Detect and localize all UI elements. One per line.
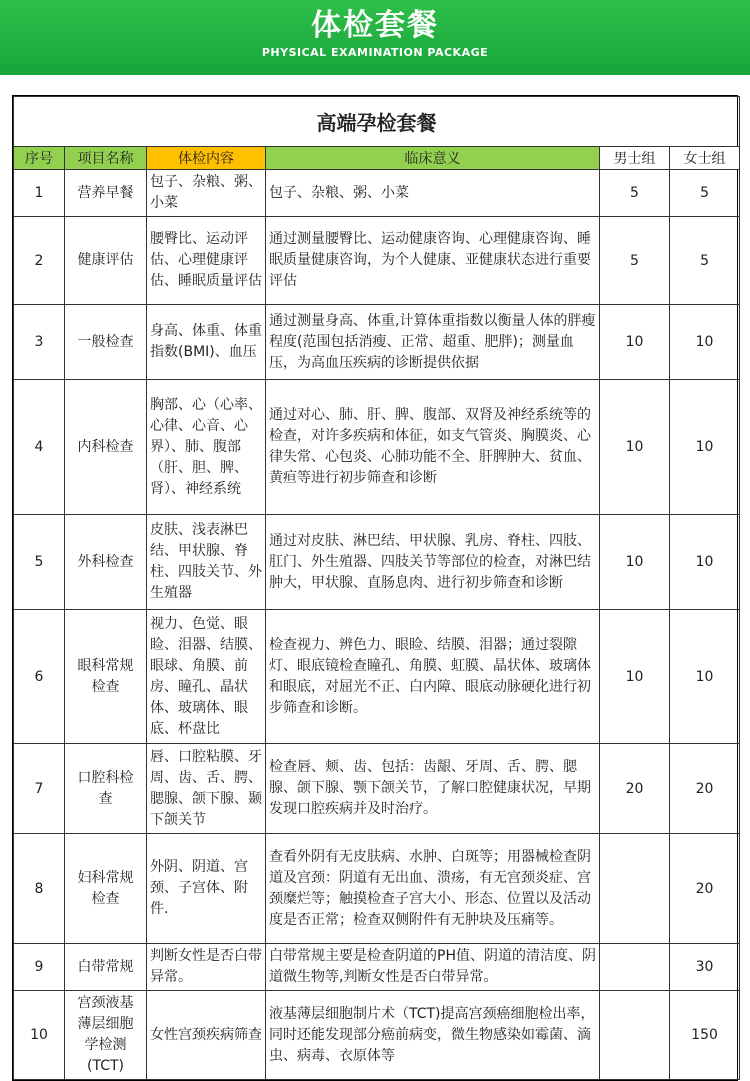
row-female: 150 [670, 991, 740, 1080]
row-item: 营养早餐 [65, 170, 147, 217]
row-content: 腰臀比、运动评估、心理健康评估、睡眠质量评估 [147, 217, 266, 305]
row-content: 判断女性是否白带异常。 [147, 944, 266, 991]
row-female: 10 [670, 515, 740, 610]
table-row [14, 744, 740, 834]
row-male: 10 [600, 305, 670, 380]
row-item: 外科检查 [65, 515, 147, 610]
row-no: 6 [14, 610, 65, 744]
row-female: 20 [670, 834, 740, 944]
table-row [14, 305, 740, 380]
table-header-row [14, 147, 740, 170]
row-no: 7 [14, 744, 65, 834]
row-item: 一般检查 [65, 305, 147, 380]
row-male: 5 [600, 170, 670, 217]
row-meaning: 通过对皮肤、淋巴结、甲状腺、乳房、脊柱、四肢、肛门、外生殖器、四肢关节等部位的检查，对淋巴结肿大，甲状腺、直肠息肉、进行初步筛查和诊断 [266, 515, 600, 610]
row-meaning: 通过对心、肺、肝、脾、腹部、双肾及神经系统等的检查，对许多疾病和体征，如支气管炎、胸膜炎、心律失常、心包炎、心肺功能不全、肝脾肿大、贫血、黄疸等进行初步筛查和诊断 [266, 380, 600, 515]
row-no: 4 [14, 380, 65, 515]
row-female: 20 [670, 744, 740, 834]
row-female: 10 [670, 305, 740, 380]
row-item: 内科检查 [65, 380, 147, 515]
header-male: 男士组 [600, 147, 670, 170]
row-meaning: 白带常规主要是检查阴道的PH值、阴道的清洁度、阴道微生物等,判断女性是否白带异常。 [266, 944, 600, 991]
table-row [14, 610, 740, 744]
row-item: 妇科常规检查 [65, 834, 147, 944]
row-meaning: 检查视力、辨色力、眼睑、结膜、泪器；通过裂隙灯、眼底镜检查瞳孔、角膜、虹膜、晶状体、玻璃体和眼底，对屈光不正、白内障、眼底动脉硬化进行初步筛查和诊断。 [266, 610, 600, 744]
row-content: 外阴、阴道、宫颈、子宫体、附件. [147, 834, 266, 944]
row-meaning: 查看外阴有无皮肤病、水肿、白斑等；用器械检查阴道及宫颈：阴道有无出血、溃疡，有无宫颈炎症、宫颈糜烂等；触摸检查子宫大小、形态、位置以及活动度是否正常；检查双侧附件有无肿块及压痛等。 [266, 834, 600, 944]
row-no: 2 [14, 217, 65, 305]
table-caption: 高端孕检套餐 [14, 97, 740, 147]
row-content: 身高、体重、体重指数(BMI)、血压 [147, 305, 266, 380]
row-item: 宫颈液基薄层细胞学检测(TCT) [65, 991, 147, 1080]
row-item: 健康评估 [65, 217, 147, 305]
row-content: 女性宫颈疾病筛查 [147, 991, 266, 1080]
row-meaning: 检查唇、颊、齿、包括：齿龈、牙周、舌、腭、腮腺、颌下腺、颚下颌关节，了解口腔健康状况，早期发现口腔疾病并及时治疗。 [266, 744, 600, 834]
row-content: 胸部、心（心率、心律、心音、心界）、肺、腹部（肝、胆、脾、肾）、神经系统 [147, 380, 266, 515]
row-female: 10 [670, 610, 740, 744]
table-row [14, 170, 740, 217]
row-no: 1 [14, 170, 65, 217]
row-female: 5 [670, 217, 740, 305]
row-content: 皮肤、浅表淋巴结、甲状腺、脊柱、四肢关节、外生殖器 [147, 515, 266, 610]
header-content: 体检内容 [147, 147, 266, 170]
table-row [14, 515, 740, 610]
row-female: 10 [670, 380, 740, 515]
row-meaning: 液基薄层细胞制片术（TCT)提高宫颈癌细胞检出率，同时还能发现部分癌前病变，微生物感染如霉菌、滴虫、病毒、衣原体等 [266, 991, 600, 1080]
table-row [14, 380, 740, 515]
row-male [600, 991, 670, 1080]
row-male [600, 834, 670, 944]
table-row [14, 944, 740, 991]
row-meaning: 包子、杂粮、粥、小菜 [266, 170, 600, 217]
row-item: 眼科常规检查 [65, 610, 147, 744]
header-banner [0, 0, 750, 75]
row-meaning: 通过测量身高、体重,计算体重指数以衡量人体的胖瘦程度(范围包括消瘦、正常、超重、肥胖)；测量血压，为高血压疾病的诊断提供依据 [266, 305, 600, 380]
row-content: 视力、色觉、眼睑、泪器、结膜、眼球、角膜、前房、瞳孔、晶状体、玻璃体、眼底、杯盘比 [147, 610, 266, 744]
header-no: 序号 [14, 147, 65, 170]
header-meaning: 临床意义 [266, 147, 600, 170]
package-table-container [12, 95, 738, 1081]
row-no: 9 [14, 944, 65, 991]
banner-subtitle: PHYSICAL EXAMINATION PACKAGE [261, 46, 489, 59]
table-row [14, 834, 740, 944]
header-female: 女士组 [670, 147, 740, 170]
row-male: 20 [600, 744, 670, 834]
table-row [14, 217, 740, 305]
row-female: 5 [670, 170, 740, 217]
row-content: 唇、口腔粘膜、牙周、齿、舌、腭、腮腺、颌下腺、颞下颌关节 [147, 744, 266, 834]
row-male: 10 [600, 380, 670, 515]
row-no: 5 [14, 515, 65, 610]
header-item: 项目名称 [65, 147, 147, 170]
row-content: 包子、杂粮、粥、小菜 [147, 170, 266, 217]
row-meaning: 通过测量腰臀比、运动健康咨询、心理健康咨询、睡眠质量健康咨询，为个人健康、亚健康状态进行重要评估 [266, 217, 600, 305]
row-item: 口腔科检查 [65, 744, 147, 834]
row-male: 10 [600, 515, 670, 610]
row-male: 5 [600, 217, 670, 305]
row-no: 3 [14, 305, 65, 380]
row-male [600, 944, 670, 991]
row-female: 30 [670, 944, 740, 991]
row-no: 10 [14, 991, 65, 1080]
banner-title: 体检套餐 [311, 8, 439, 43]
table-row [14, 991, 740, 1080]
row-no: 8 [14, 834, 65, 944]
row-male: 10 [600, 610, 670, 744]
row-item: 白带常规 [65, 944, 147, 991]
package-table [13, 96, 740, 1080]
